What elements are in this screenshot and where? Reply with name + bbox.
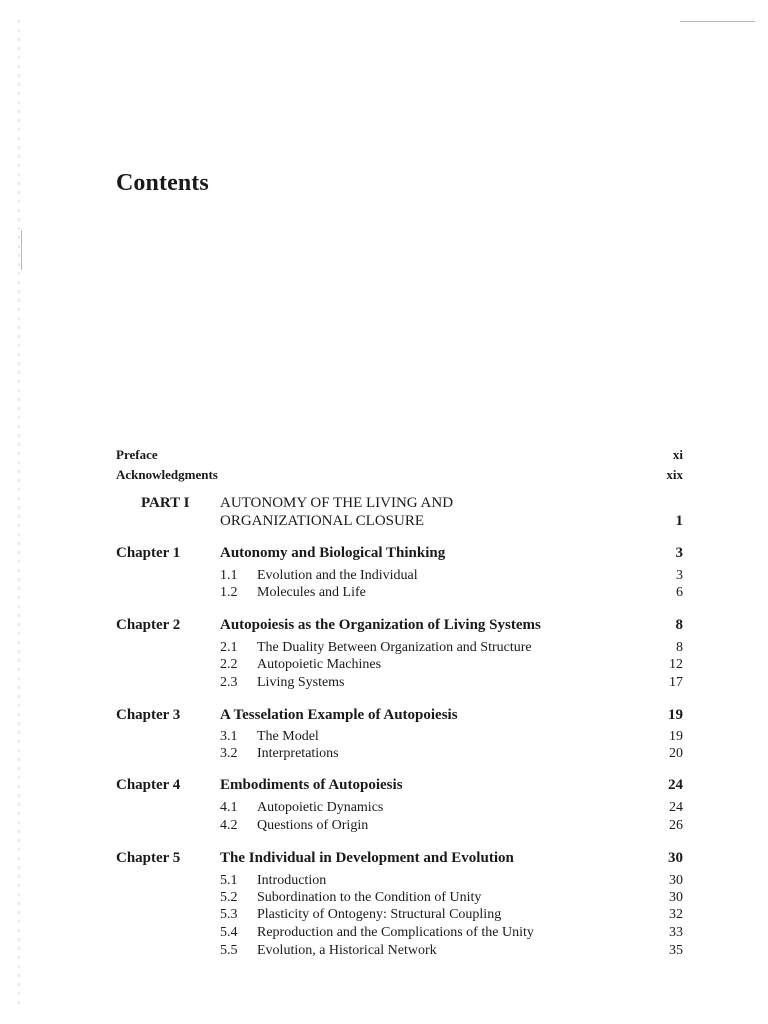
- chapter-label: Chapter 5: [116, 850, 181, 866]
- toc-part-heading-cont: [0, 511, 768, 531]
- part-page: 1: [675, 513, 683, 529]
- part-title-line2: ORGANIZATIONAL CLOSURE: [220, 513, 425, 529]
- section-title: Evolution and the Individual: [257, 568, 418, 583]
- toc-chapter-2: [0, 615, 768, 635]
- toc-entry-page: xix: [666, 467, 683, 482]
- toc-section: [0, 923, 768, 943]
- section-page: 30: [669, 890, 683, 905]
- part-label: PART I: [141, 495, 190, 511]
- section-number: 4.2: [220, 818, 238, 833]
- chapter-title: Autopoiesis as the Organization of Living Systems: [220, 617, 541, 633]
- section-number: 5.3: [220, 907, 238, 922]
- section-number: 1.1: [220, 568, 238, 583]
- toc-section: [0, 673, 768, 693]
- chapter-label: Chapter 2: [116, 617, 181, 633]
- section-number: 5.2: [220, 890, 238, 905]
- section-number: 2.1: [220, 640, 238, 655]
- section-page: 3: [676, 568, 683, 583]
- part-title-line1: AUTONOMY OF THE LIVING AND: [220, 495, 454, 511]
- section-title: Molecules and Life: [257, 585, 366, 600]
- chapter-page: 24: [668, 777, 683, 793]
- chapter-label: Chapter 4: [116, 777, 181, 793]
- section-title: Evolution, a Historical Network: [257, 943, 437, 958]
- chapter-page: 30: [668, 850, 683, 866]
- chapter-title: A Tesselation Example of Autopoiesis: [220, 707, 458, 723]
- section-title: Subordination to the Condition of Unity: [257, 890, 482, 905]
- chapter-page: 19: [668, 707, 683, 723]
- page-title: Contents: [116, 170, 209, 196]
- section-number: 5.4: [220, 925, 238, 940]
- section-number: 5.5: [220, 943, 238, 958]
- section-page: 33: [669, 925, 683, 940]
- toc-chapter-3: [0, 705, 768, 725]
- toc-entry-preface: [0, 445, 768, 465]
- section-title: The Duality Between Organization and Structure: [257, 640, 532, 655]
- section-number: 4.1: [220, 800, 238, 815]
- toc-chapter-5: [0, 848, 768, 868]
- section-number: 2.3: [220, 675, 238, 690]
- section-page: 17: [669, 675, 683, 690]
- chapter-page: 3: [675, 545, 683, 561]
- toc-section: [0, 655, 768, 675]
- scan-margin-mark: [21, 230, 22, 270]
- toc-entry-page: xi: [672, 447, 683, 462]
- section-page: 35: [669, 943, 683, 958]
- section-title: Plasticity of Ontogeny: Structural Coupling: [257, 907, 502, 922]
- chapter-label: Chapter 3: [116, 707, 181, 723]
- toc-section: [0, 816, 768, 836]
- toc-chapter-1: [0, 543, 768, 563]
- chapter-label: Chapter 1: [116, 545, 181, 561]
- toc-entry-label: Acknowledgments: [116, 467, 218, 482]
- toc-section: [0, 905, 768, 925]
- section-number: 3.2: [220, 746, 238, 761]
- section-page: 8: [676, 640, 683, 655]
- section-title: Introduction: [257, 873, 327, 888]
- chapter-title: The Individual in Development and Evolution: [220, 850, 514, 866]
- section-title: Autopoietic Dynamics: [257, 800, 384, 815]
- toc-part-heading: [0, 493, 768, 513]
- toc-section: [0, 798, 768, 818]
- section-page: 12: [669, 657, 683, 672]
- section-page: 26: [669, 818, 683, 833]
- toc-section: [0, 744, 768, 764]
- section-title: Questions of Origin: [257, 818, 369, 833]
- section-page: 20: [669, 746, 683, 761]
- section-title: Living Systems: [257, 675, 345, 690]
- toc-section: [0, 583, 768, 603]
- section-title: Autopoietic Machines: [257, 657, 382, 672]
- section-page: 6: [676, 585, 683, 600]
- section-number: 1.2: [220, 585, 238, 600]
- top-rule-line: [680, 21, 755, 22]
- toc-section: [0, 941, 768, 961]
- toc-entry-acknowledgments: [0, 465, 768, 485]
- section-number: 3.1: [220, 729, 238, 744]
- chapter-title: Autonomy and Biological Thinking: [220, 545, 446, 561]
- section-title: Reproduction and the Complications of the Unity: [257, 925, 534, 940]
- section-number: 2.2: [220, 657, 238, 672]
- section-page: 24: [669, 800, 683, 815]
- chapter-page: 8: [675, 617, 683, 633]
- section-page: 30: [669, 873, 683, 888]
- section-title: The Model: [257, 729, 319, 744]
- chapter-title: Embodiments of Autopoiesis: [220, 777, 403, 793]
- toc-chapter-4: [0, 775, 768, 795]
- toc-entry-label: Preface: [116, 447, 158, 462]
- section-page: 32: [669, 907, 683, 922]
- section-page: 19: [669, 729, 683, 744]
- section-title: Interpretations: [257, 746, 339, 761]
- section-number: 5.1: [220, 873, 238, 888]
